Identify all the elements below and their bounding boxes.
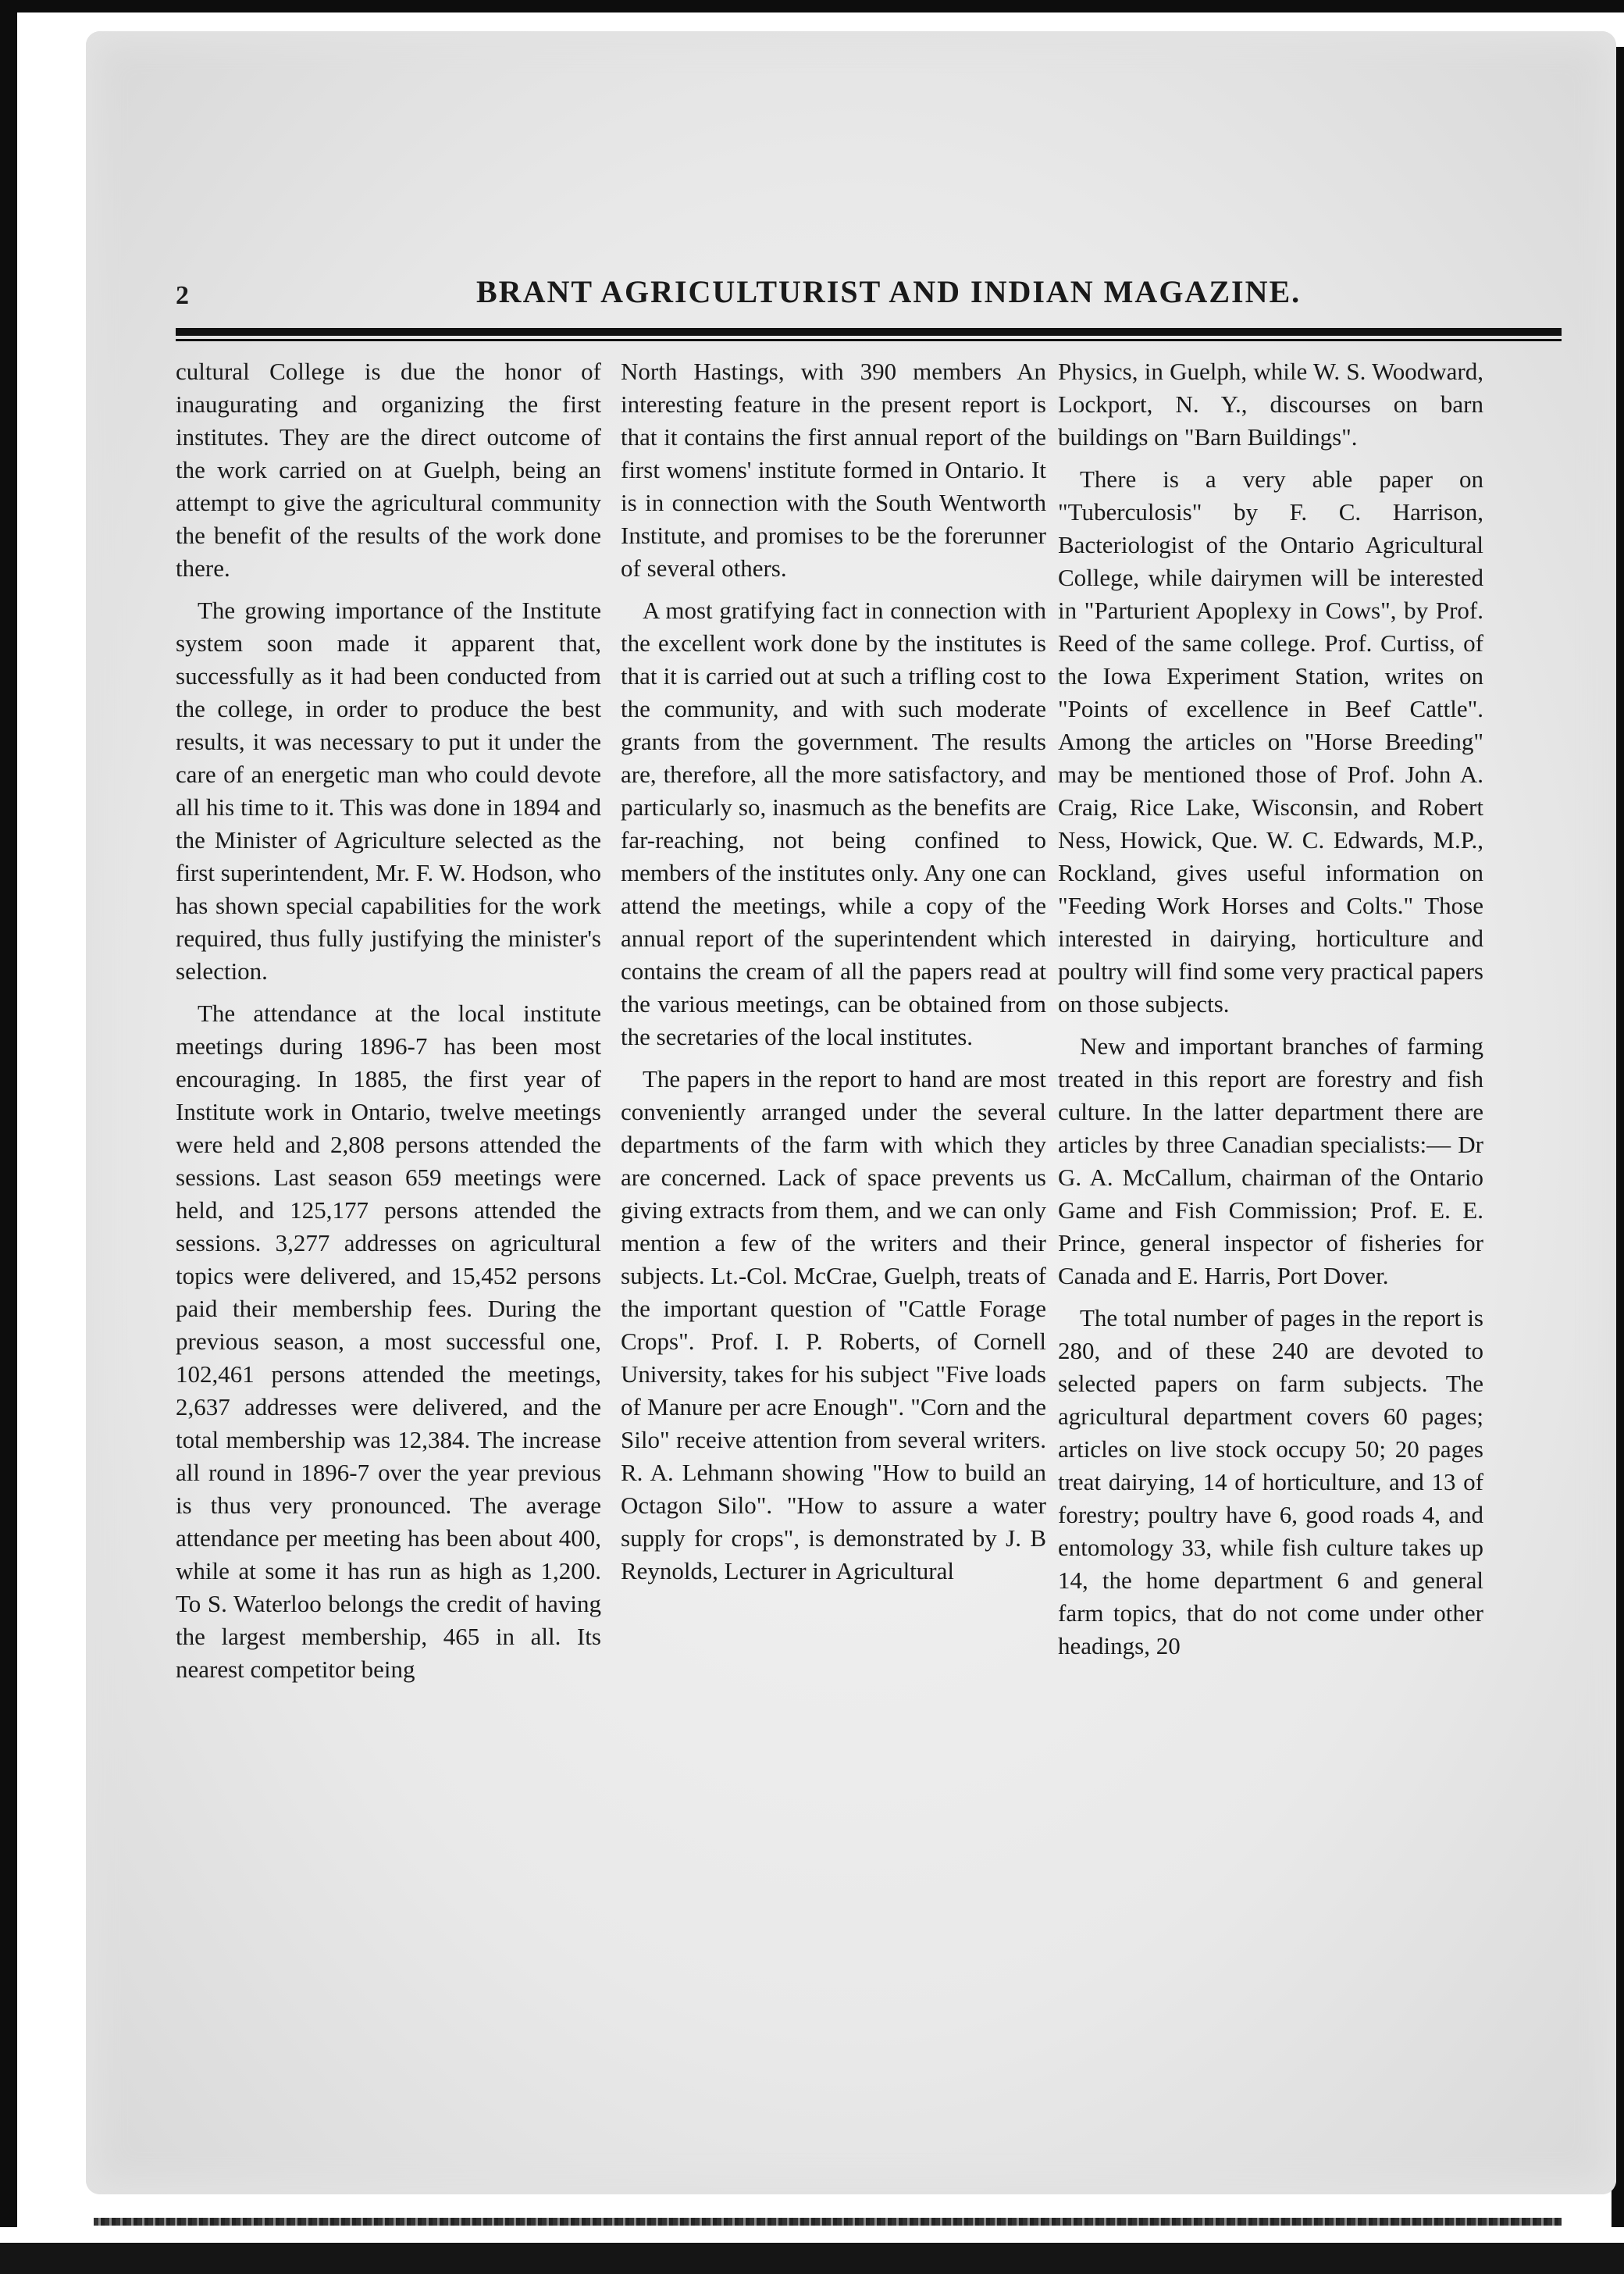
header-rule xyxy=(176,328,1562,336)
running-header xyxy=(176,273,1565,328)
paragraph: Physics, in Guelph, while W. S. Woodward, Lockport, N. Y., discourses on barn buildings on "Barn Buildings". xyxy=(1058,358,1483,451)
scan-edge-strip xyxy=(94,2218,1562,2226)
scan-border-left xyxy=(0,0,17,2274)
paragraph: The growing importance of the Institute system soon made it apparent that, successfully as it had been conducted from the college, in order to produce the best results, it was necessary to put it under the care of an energetic man who could devote all his time to it. This was done in 1894 and the Minister of Agriculture selected as the first superintendent, Mr. F. W. Hodson, who has shown special capabilities for the work required, thus fully justifying the minister's selection. xyxy=(176,597,601,985)
text-column-2 xyxy=(621,355,1046,1597)
paragraph: There is a very able paper on "Tuberculosis" by F. C. Harrison, Bacteriologist of the Ontario Agricultural College, while dairymen will be interested in "Parturient Apoplexy in Cows", by Prof. Reed of the same college. Prof. Curtiss, of the Iowa Experiment Station, writes on "Points of excellence in Beef Cattle". Among the articles on "Horse Breeding" may be mentioned those of Prof. John A. Craig, Rice Lake, Wisconsin, and Robert Ness, Howick, Que. W. C. Edwards, M.P., Rockland, gives useful information on "Feeding Work Horses and Colts." Those interested in dairying, horticulture and poultry will find some very practical papers on those subjects. xyxy=(1058,465,1483,1018)
paragraph: The attendance at the local institute meetings during 1896-7 has been most encouraging. In 1885, the first year of Institute work in Ontario, twelve meetings were held and 2,808 persons attended the sessions. Last season 659 meetings were held, and 125,177 persons attended the sessions. 3,277 addresses on agricultural topics were delivered, and 15,452 persons paid their membership fees. During the previous season, a most successful one, 102,461 persons attended the meetings, 2,637 addresses were delivered, and the total membership was 12,384. The increase all round in 1896-7 over the year previous is thus very pronounced. The average attendance per meeting has been about 400, while at some it has run as high as 1,200. To S. Waterloo belongs the credit of having the largest membership, 465 in all. Its nearest competitor being xyxy=(176,1000,601,1683)
paragraph: The papers in the report to hand are most conveniently arranged under the several departments of the farm with which they are concerned. Lack of space prevents us giving extracts from them, and we can only mention a few of the writers and their subjects. Lt.-Col. McCrae, Guelph, treats of the important question of "Cattle Forage Crops". Prof. I. P. Roberts, of Cornell University, takes for his subject "Five loads of Manure per acre Enough". "Corn and the Silo" receive attention from several writers. R. A. Lehmann showing "How to build an Octagon Silo". "How to assure a water supply for crops", is demonstrated by J. B Reynolds, Lecturer in Agricultural xyxy=(621,1065,1046,1584)
paragraph: The total number of pages in the report is 280, and of these 240 are devoted to selected papers on farm subjects. The agricultural department covers 60 pages; articles on live stock occupy 50; 20 pages treat dairying, 14 of horticulture, and 13 of forestry; poultry have 6, good roads 4, and entomology 33, while fish culture takes up 14, the home department 6 and general farm topics, that do not come under other headings, 20 xyxy=(1058,1304,1483,1659)
text-column-3 xyxy=(1058,355,1483,1672)
paragraph: North Hastings, with 390 members An interesting feature in the present report is that it contains the first annual report of the first womens' institute formed in Ontario. It is in connection with the South Wentworth Institute, and promises to be the forerunner of several others. xyxy=(621,358,1046,582)
scan-border-bottom xyxy=(0,2227,1624,2274)
text-column-1 xyxy=(176,355,601,1695)
journal-title: BRANT AGRICULTURIST AND INDIAN MAGAZINE. xyxy=(476,274,1302,309)
paragraph: cultural College is due the honor of inaugurating and organizing the first institutes. They are the direct outcome of the work carried on at Guelph, being an attempt to give the agricultural community the benefit of the results of the work done there. xyxy=(176,358,601,582)
paragraph: A most gratifying fact in connection with the excellent work done by the institutes is that it is carried out at such a trifling cost to the community, and with such moderate grants from the government. The results are, therefore, all the more satisfactory, and particularly so, inasmuch as the benefits are far-reaching, not being confined to members of the institutes only. Any one can attend the meetings, while a copy of the annual report of the superintendent which contains the cream of all the papers read at the various meetings, can be obtained from the secretaries of the local institutes. xyxy=(621,597,1046,1050)
header-rule-thin xyxy=(176,339,1562,341)
page-number: 2 xyxy=(176,281,189,310)
scan-border-top xyxy=(0,0,1624,12)
paragraph: New and important branches of farming treated in this report are forestry and fish culture. In the latter department there are articles by three Canadian specialists:— Dr G. A. McCallum, chairman of the Ontario Game and Fish Commission; Prof. E. E. Prince, general inspector of fisheries for Canada and E. Harris, Port Dover. xyxy=(1058,1032,1483,1289)
